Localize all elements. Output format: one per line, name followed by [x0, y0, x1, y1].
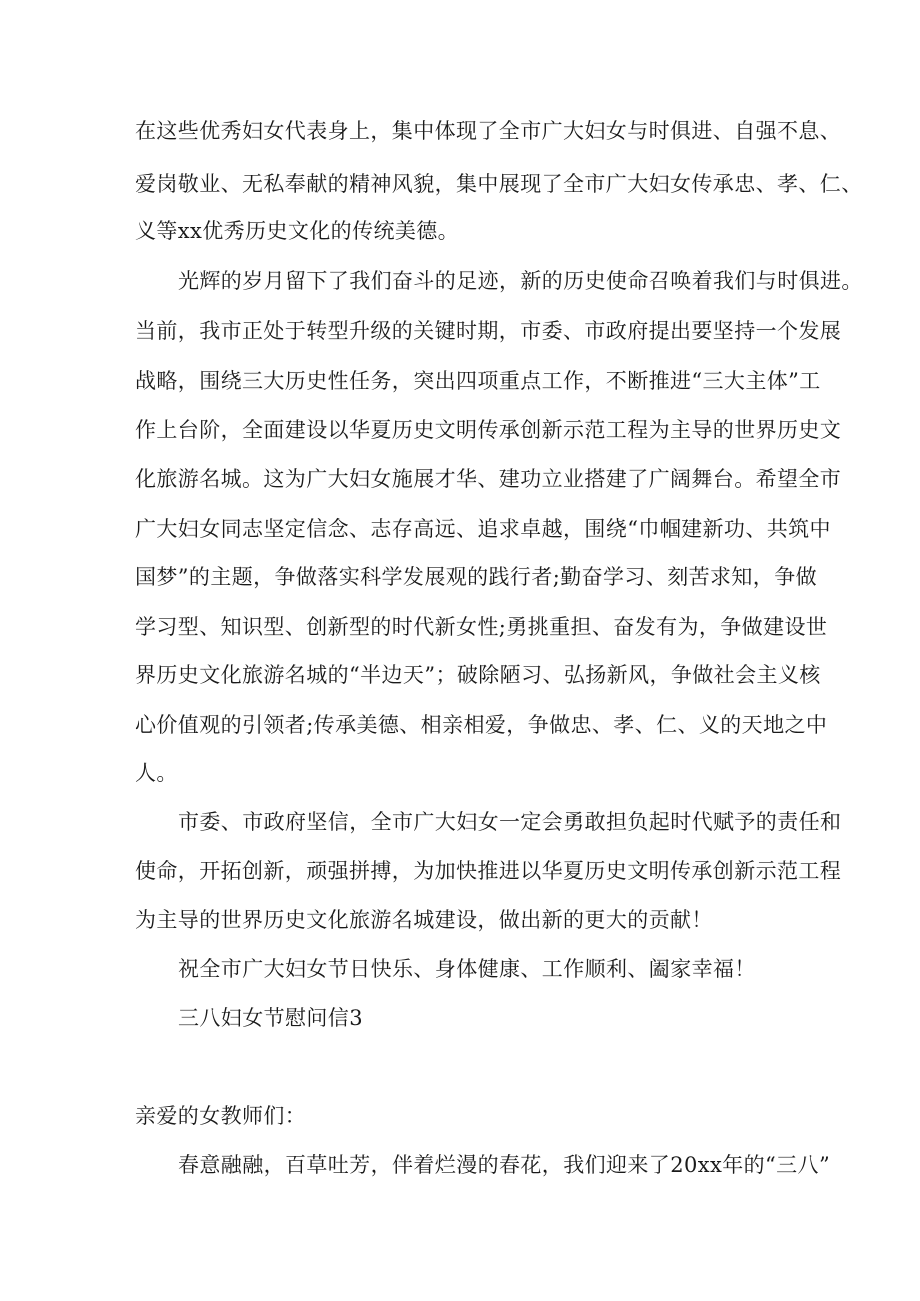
- letter-salutation: 亲爱的女教师们：: [135, 1104, 307, 1128]
- paragraph-line: 在这些优秀妇女代表身上，集中体现了全市广大妇女与时俱进、自强不息、: [135, 119, 842, 143]
- paragraph-line: 使命，开拓创新，顽强拼搏，为加快推进以华夏历史文明传承创新示范工程: [135, 859, 842, 883]
- paragraph-line: 人。: [135, 761, 178, 785]
- paragraph-line: 广大妇女同志坚定信念、志存高远、追求卓越，围绕“巾帼建新功、共筑中: [135, 517, 831, 541]
- paragraph-line: 义等xx优秀历史文化的传统美德。: [135, 219, 460, 243]
- paragraph-line: 化旅游名城。这为广大妇女施展才华、建功立业搭建了广阔舞台。希望全市: [135, 467, 842, 491]
- paragraph-line: 作上台阶，全面建设以华夏历史文明传承创新示范工程为主导的世界历史文: [135, 418, 842, 442]
- paragraph-line: 祝全市广大妇女节日快乐、身体健康、工作顺利、阖家幸福！: [178, 957, 756, 981]
- paragraph-line: 心价值观的引领者;传承美德、相亲相爱，争做忠、孝、仁、义的天地之中: [135, 713, 828, 737]
- paragraph-line: 春意融融，百草吐芳，伴着烂漫的春花，我们迎来了20xx年的“三八”: [178, 1153, 831, 1177]
- paragraph-line: 战略，围绕三大历史性任务，突出四项重点工作，不断推进“三大主体”工: [135, 369, 821, 393]
- paragraph-line: 为主导的世界历史文化旅游名城建设，做出新的更大的贡献！: [135, 908, 713, 932]
- paragraph-line: 学习型、知识型、创新型的时代新女性;勇挑重担、奋发有为，争做建设世: [135, 615, 828, 639]
- paragraph-line: 爱岗敬业、无私奉献的精神风貌，集中展现了全市广大妇女传承忠、孝、仁、: [135, 172, 863, 196]
- paragraph-line: 国梦”的主题，争做落实科学发展观的践行者;勤奋学习、刻苦求知，争做: [135, 565, 818, 589]
- letter-heading: 三八妇女节慰问信3: [178, 1006, 363, 1030]
- paragraph-line: 光辉的岁月留下了我们奋斗的足迹，新的历史使命召唤着我们与时俱进。: [178, 269, 863, 293]
- paragraph-line: 当前，我市正处于转型升级的关键时期，市委、市政府提出要坚持一个发展: [135, 319, 842, 343]
- paragraph-line: 市委、市政府坚信，全市广大妇女一定会勇敢担负起时代赋予的责任和: [178, 810, 842, 834]
- paragraph-line: 界历史文化旅游名城的“半边天”；破除陋习、弘扬新风，争做社会主义核: [135, 663, 821, 687]
